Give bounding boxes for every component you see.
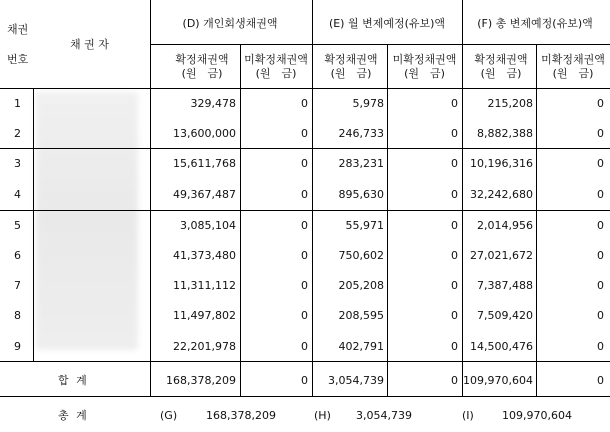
header-e-confirmed-unit: (원 금): [330, 67, 372, 80]
creditor-names-redacted: [36, 92, 138, 350]
total-g-value: 168,378,209: [206, 409, 276, 422]
cell-e-confirmed: 5,978: [352, 97, 384, 110]
row-number: 8: [14, 309, 21, 322]
cell-d-unconfirmed: 0: [301, 127, 308, 140]
cell-e-unconfirmed: 0: [451, 157, 458, 170]
cell-f-confirmed: 10,196,316: [470, 157, 533, 170]
cell-e-unconfirmed: 0: [451, 340, 458, 353]
total-h-value: 3,054,739: [356, 409, 412, 422]
total-g-tag: (G): [160, 409, 178, 422]
cell-d-confirmed: 329,478: [190, 97, 236, 110]
cell-f-confirmed: 7,387,488: [477, 279, 533, 292]
cell-e-confirmed: 205,208: [338, 279, 384, 292]
row-number: 3: [14, 157, 21, 170]
vline-f-sub: [536, 44, 537, 396]
cell-d-unconfirmed: 0: [301, 157, 308, 170]
cell-f-unconfirmed: 0: [597, 279, 604, 292]
rule-header-bottom: [0, 88, 610, 89]
rule-before-subtotal: [0, 361, 610, 362]
cell-f-unconfirmed: 0: [597, 219, 604, 232]
cell-d-confirmed: 11,311,112: [173, 279, 236, 292]
header-d-confirmed-unit: (원 금): [181, 67, 223, 80]
cell-e-confirmed: 402,791: [338, 340, 384, 353]
cell-f-unconfirmed: 0: [597, 249, 604, 262]
header-group-d: (D) 개인회생채권액: [182, 17, 278, 30]
total-h-tag: (H): [314, 409, 331, 422]
cell-d-confirmed: 41,373,480: [173, 249, 236, 262]
cell-f-unconfirmed: 0: [597, 127, 604, 140]
cell-e-unconfirmed: 0: [451, 97, 458, 110]
total-label: 총 계: [58, 409, 89, 422]
subtotal-d-unconfirmed: 0: [301, 374, 308, 387]
cell-d-unconfirmed: 0: [301, 249, 308, 262]
total-i-tag: (I): [462, 409, 474, 422]
subtotal-d-confirmed: 168,378,209: [166, 374, 236, 387]
cell-e-confirmed: 208,595: [338, 309, 384, 322]
subtotal-e-confirmed: 3,054,739: [328, 374, 384, 387]
cell-e-confirmed: 283,231: [338, 157, 384, 170]
cell-f-confirmed: 27,021,672: [470, 249, 533, 262]
cell-f-confirmed: 7,509,420: [477, 309, 533, 322]
vline-num: [33, 88, 34, 361]
header-d-unconfirmed: 미확정채권액: [244, 53, 308, 66]
subtotal-f-unconfirmed: 0: [597, 374, 604, 387]
cell-f-confirmed: 8,882,388: [477, 127, 533, 140]
cell-e-unconfirmed: 0: [451, 309, 458, 322]
cell-d-unconfirmed: 0: [301, 309, 308, 322]
cell-f-confirmed: 2,014,956: [477, 219, 533, 232]
header-e-unconfirmed: 미확정채권액: [392, 53, 457, 66]
row-number: 7: [14, 279, 21, 292]
cell-e-confirmed: 246,733: [338, 127, 384, 140]
cell-f-unconfirmed: 0: [597, 340, 604, 353]
cell-d-unconfirmed: 0: [301, 188, 308, 201]
cell-f-unconfirmed: 0: [597, 309, 604, 322]
header-d-confirmed: 확정채권액: [175, 53, 229, 66]
vline-d: [312, 0, 313, 396]
row-number: 1: [14, 97, 21, 110]
header-e-unconfirmed-unit: (원 금): [404, 67, 445, 80]
rule-group1: [0, 148, 610, 149]
header-beonho: 번호: [7, 53, 29, 66]
header-f-unconfirmed: 미확정채권액: [541, 53, 605, 66]
header-chaegwon: 채권: [7, 23, 29, 36]
cell-e-unconfirmed: 0: [451, 127, 458, 140]
cell-d-confirmed: 13,600,000: [173, 127, 236, 140]
cell-f-confirmed: 32,242,680: [470, 188, 533, 201]
rule-top-sub: [150, 44, 610, 45]
cell-f-confirmed: 14,500,476: [470, 340, 533, 353]
cell-e-confirmed: 55,971: [345, 219, 384, 232]
cell-e-unconfirmed: 0: [451, 279, 458, 292]
header-group-f: (F) 총 변제예정(유보)액: [477, 17, 593, 30]
header-d-unconfirmed-unit: (원 금): [255, 67, 297, 80]
cell-d-confirmed: 11,497,802: [173, 309, 236, 322]
cell-e-unconfirmed: 0: [451, 219, 458, 232]
vline-d-sub: [240, 44, 241, 396]
row-number: 5: [14, 219, 21, 232]
row-number: 2: [14, 127, 21, 140]
header-f-confirmed: 확정채권액: [474, 53, 528, 66]
cell-e-confirmed: 750,602: [338, 249, 384, 262]
cell-d-unconfirmed: 0: [301, 340, 308, 353]
row-number: 4: [14, 188, 21, 201]
header-e-confirmed: 확정채권액: [324, 53, 378, 66]
subtotal-e-unconfirmed: 0: [451, 374, 458, 387]
row-number: 6: [14, 249, 21, 262]
cell-f-unconfirmed: 0: [597, 157, 604, 170]
rule-group2: [0, 210, 610, 211]
vline-e: [462, 0, 463, 396]
cell-e-unconfirmed: 0: [451, 188, 458, 201]
cell-d-confirmed: 3,085,104: [180, 219, 236, 232]
vline-e-sub: [387, 44, 388, 396]
cell-d-unconfirmed: 0: [301, 279, 308, 292]
header-group-e: (E) 월 변제예정(유보)액: [328, 17, 446, 30]
subtotal-label: 합 계: [58, 374, 89, 387]
cell-f-unconfirmed: 0: [597, 188, 604, 201]
total-i-value: 109,970,604: [502, 409, 572, 422]
cell-f-unconfirmed: 0: [597, 97, 604, 110]
cell-f-confirmed: 215,208: [487, 97, 533, 110]
cell-e-confirmed: 895,630: [338, 188, 384, 201]
cell-d-unconfirmed: 0: [301, 219, 308, 232]
header-f-unconfirmed-unit: (원 금): [552, 67, 594, 80]
rule-before-total: [0, 396, 610, 397]
header-creditor: 채 권 자: [70, 38, 109, 51]
cell-d-confirmed: 22,201,978: [173, 340, 236, 353]
vline-creditor: [150, 0, 151, 396]
cell-d-confirmed: 15,611,768: [173, 157, 236, 170]
cell-d-confirmed: 49,367,487: [173, 188, 236, 201]
cell-e-unconfirmed: 0: [451, 249, 458, 262]
cell-d-unconfirmed: 0: [301, 97, 308, 110]
subtotal-f-confirmed: 109,970,604: [463, 374, 533, 387]
row-number: 9: [14, 340, 21, 353]
header-f-confirmed-unit: (원 금): [480, 67, 522, 80]
